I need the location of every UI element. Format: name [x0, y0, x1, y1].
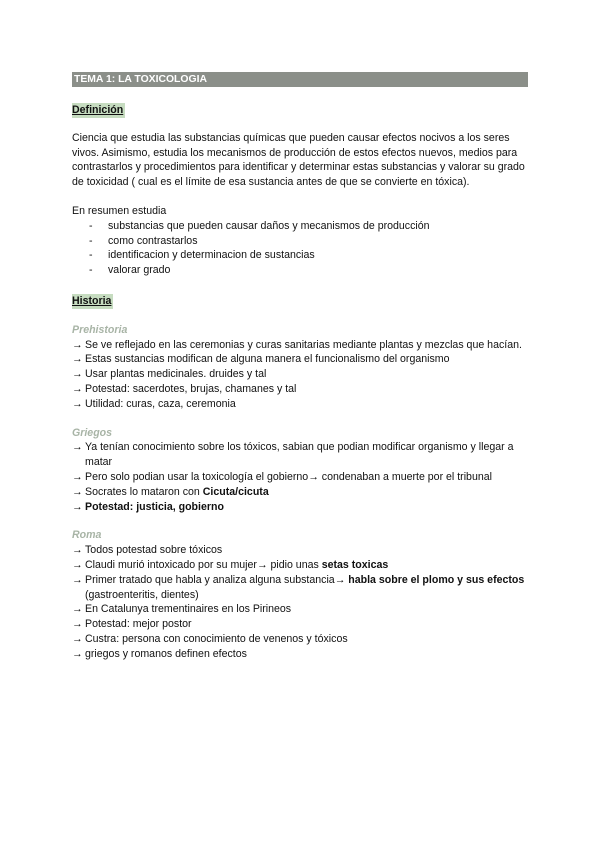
history-line: [72, 382, 528, 397]
arrow-icon: →: [72, 353, 83, 366]
arrow-icon: →: [72, 573, 83, 586]
line-text-bold: Cicuta/cicuta: [202, 485, 269, 498]
arrow-icon: →: [334, 573, 346, 586]
arrow-icon: →: [72, 558, 83, 571]
line-text-bold: Potestad: justicia, gobierno: [85, 500, 224, 513]
line-text-bold: habla sobre el plomo y sus efectos: [348, 573, 525, 586]
arrow-icon: →: [256, 558, 268, 571]
line-text: Claudi murió intoxicado por su mujer: [85, 558, 257, 571]
historia-heading-text: Historia: [72, 294, 112, 307]
history-line: [72, 558, 528, 573]
document-content: [72, 72, 528, 662]
arrow-icon: →: [72, 470, 83, 483]
history-line: [72, 440, 528, 470]
list-item: - valorar grado: [72, 263, 528, 278]
history-line: [72, 602, 528, 617]
era-title-roma: Roma: [72, 529, 102, 542]
history-line: [72, 338, 528, 353]
arrow-icon: →: [72, 338, 83, 351]
resumen-list: [72, 219, 528, 278]
era-block-roma: [72, 543, 528, 661]
list-item: - identificacion y determinacion de sustancias: [72, 248, 528, 263]
history-line: [72, 573, 528, 603]
history-line: [72, 352, 528, 367]
history-line: [72, 397, 528, 412]
arrow-icon: →: [72, 441, 83, 454]
history-line: [72, 647, 528, 662]
arrow-icon: →: [72, 647, 83, 660]
line-text: condenaban a muerte por el tribunal: [321, 470, 492, 483]
line-text-bold: setas toxicas: [321, 558, 389, 571]
line-text: griegos y romanos definen efectos: [85, 647, 247, 660]
history-line: [72, 632, 528, 647]
line-text: Pero solo podian usar la toxicología el gobierno: [85, 470, 309, 483]
resumen-intro: En resumen estudia: [72, 204, 167, 217]
historia-heading: [72, 294, 528, 309]
history-line: [72, 617, 528, 632]
arrow-icon: →: [72, 485, 83, 498]
line-text: Primer tratado que habla y analiza alguna substancia: [85, 573, 335, 586]
document-title: TEMA 1: LA TOXICOLOGIA: [72, 72, 528, 87]
era-title-griegos: Griegos: [72, 426, 113, 439]
line-text: Todos potestad sobre tóxicos: [85, 544, 223, 557]
arrow-icon: →: [72, 603, 83, 616]
arrow-icon: →: [72, 632, 83, 645]
arrow-icon: →: [72, 618, 83, 631]
line-text: Ya tenían conocimiento sobre los tóxicos, sabian que podian modificar organismo y llegar a matar: [85, 441, 514, 469]
line-text: En Catalunya trementinaires en los Pirineos: [85, 603, 292, 616]
history-line: [72, 470, 528, 485]
line-text: (gastroenteritis, dientes): [85, 588, 199, 601]
arrow-icon: →: [72, 368, 83, 381]
line-text: pidio unas: [270, 558, 322, 571]
arrow-icon: →: [72, 500, 83, 513]
line-text: Estas sustancias modifican de alguna manera el funcionalismo del organismo: [85, 353, 450, 366]
line-text: Potestad: mejor postor: [85, 618, 192, 631]
arrow-icon: →: [308, 470, 319, 483]
era-block-griegos: [72, 440, 528, 514]
definicion-heading: [72, 103, 528, 118]
arrow-icon: →: [72, 544, 83, 557]
line-text: Socrates lo mataron con: [85, 485, 203, 498]
line-text: Se ve reflejado en las ceremonias y curas sanitarias mediante plantas y mezclas que hacían.: [85, 338, 522, 351]
list-item: - substancias que pueden causar daños y mecanismos de producción: [72, 219, 528, 234]
list-item: - como contrastarlos: [72, 234, 528, 249]
arrow-icon: →: [72, 397, 83, 410]
era-title-prehistoria: Prehistoria: [72, 323, 128, 336]
history-line: [72, 485, 528, 500]
history-line: [72, 500, 528, 515]
era-block-prehistoria: [72, 338, 528, 412]
arrow-icon: →: [72, 382, 83, 395]
line-text: Potestad: sacerdotes, brujas, chamanes y tal: [85, 382, 297, 395]
line-text: Usar plantas medicinales. druides y tal: [85, 368, 267, 381]
history-line: [72, 543, 528, 558]
line-text: Utilidad: curas, caza, ceremonia: [85, 397, 236, 410]
definicion-heading-text: Definición: [72, 104, 124, 116]
line-text: Custra: persona con conocimiento de venenos y tóxicos: [85, 632, 348, 645]
definicion-paragraph: Ciencia que estudia las substancias químicas que pueden causar efectos nocivos a los seres vivos. Asimismo, estudia los mecanismos de producción de estos efectos nuevos, medios para contrastarlos y procedimientos para identificar y determinar estas substancias y valorar su grado de toxicidad ( cual es el límite de esa sustancia antes de que se convierte en tóxica).: [72, 131, 525, 189]
history-line: [72, 367, 528, 382]
